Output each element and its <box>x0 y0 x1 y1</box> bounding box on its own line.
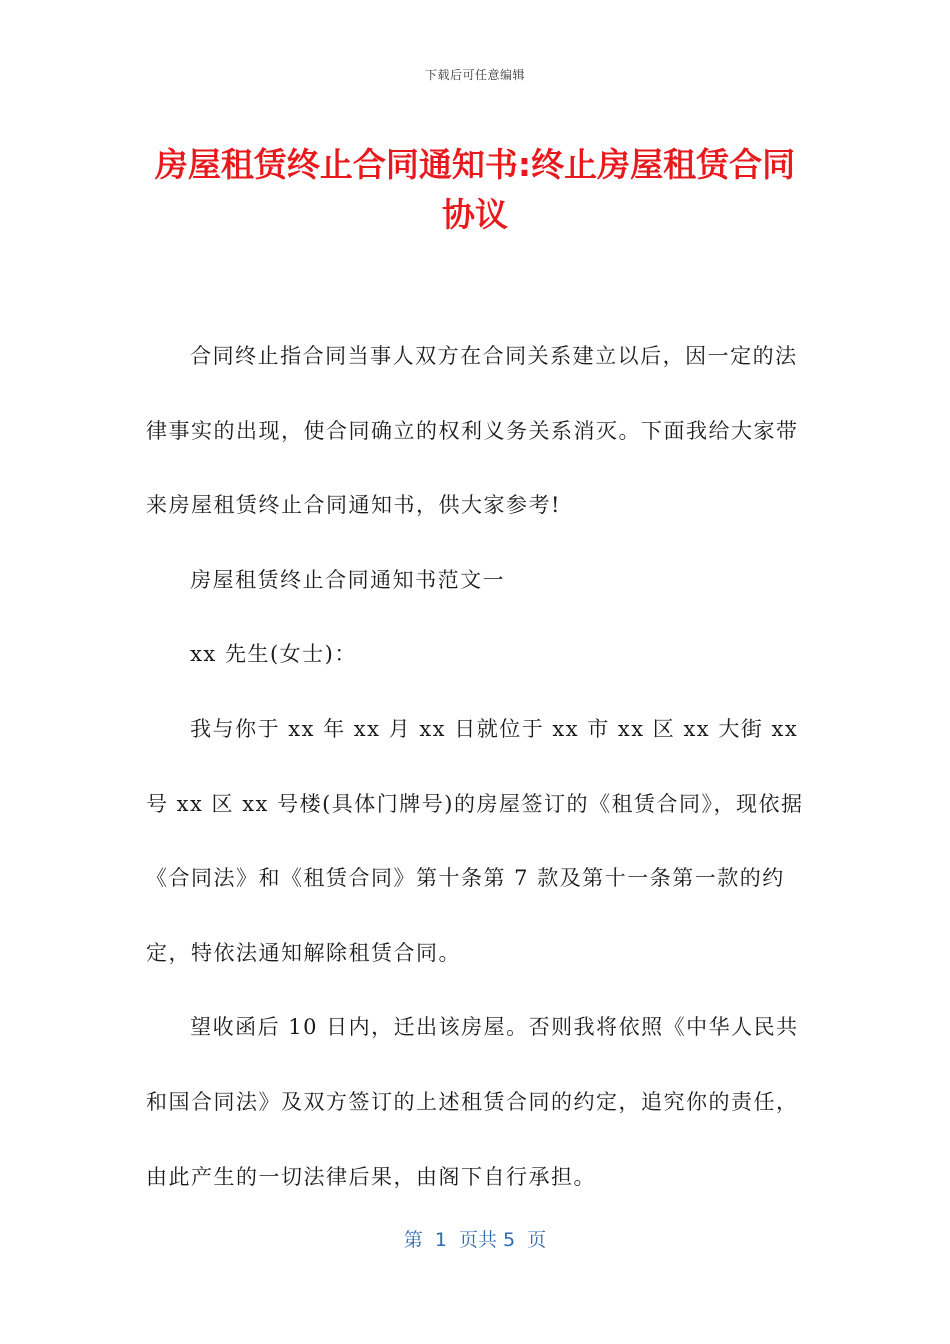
document-title: 房屋租赁终止合同通知书:终止房屋租赁合同协议 <box>154 145 796 234</box>
paragraph-warning: 望收函后 10 日内，迁出该房屋。否则我将依照《中华人民共和国合同法》及双方签订的上述租赁合同的约定，追究你的责任，由此产生的一切法律后果，由阁下自行承担。 <box>146 1015 799 1189</box>
paragraph-notice: 我与你于 xx 年 xx 月 xx 日就位于 xx 市 xx 区 xx 大街 xx 号 xx 区 xx 号楼(具体门牌号)的房屋签订的《租赁合同》，现依据《合同法》和《租赁合同》第十条第 7 款及第十一条第一款的约定，特依法通知解除租赁合同。 <box>146 716 804 965</box>
paragraph-intro: 合同终止指合同当事人双方在合同关系建立以后，因一定的法律事实的出现，使合同确立的权利义务关系消灭。下面我给大家带来房屋租赁终止合同通知书，供大家参考! <box>146 344 799 518</box>
paragraph-salutation: xx 先生(女士)： <box>190 642 357 667</box>
document-body <box>146 319 810 1214</box>
paragraph-sample-heading: 房屋租赁终止合同通知书范文一 <box>190 567 506 592</box>
header-note: 下载后可任意编辑 <box>424 68 525 82</box>
page-number-footer: 第 1 页共 5 页 <box>403 1229 547 1251</box>
